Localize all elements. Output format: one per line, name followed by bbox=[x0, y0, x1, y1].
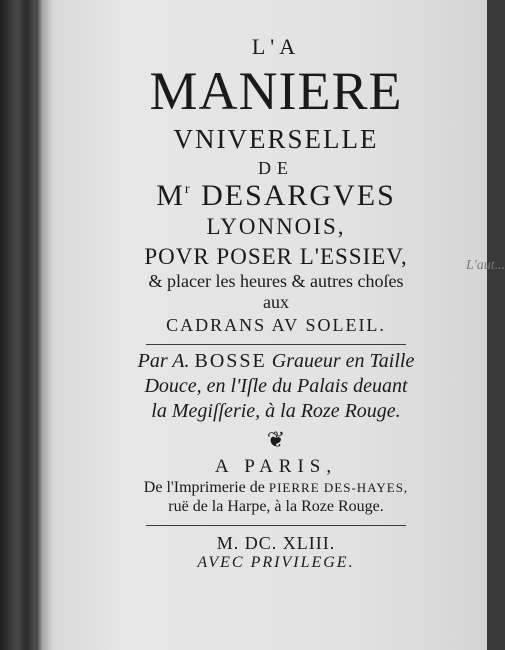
subtitle-pour: POVR POSER L'ESSIEV, bbox=[144, 244, 408, 269]
imprint-printer bbox=[86, 480, 466, 496]
imprint-address: ruë de la Harpe, à la Roze Rouge. bbox=[168, 498, 384, 515]
fleuron-ornament: ❦ bbox=[266, 427, 286, 452]
title-de: DE bbox=[258, 158, 294, 178]
subtitle-placer: & placer les heures & autres choſes bbox=[148, 271, 404, 291]
imprint-city: A PARIS, bbox=[214, 456, 338, 477]
rule-divider bbox=[146, 344, 406, 345]
privilege-line: AVEC PRIVILEGE. bbox=[197, 554, 355, 571]
printer-prefix: De l'Imprimerie de bbox=[143, 479, 269, 496]
engraver-suffix: Graueur en Taille bbox=[266, 350, 415, 372]
author-origin: LYONNOIS, bbox=[206, 214, 346, 239]
author-prefix: M bbox=[156, 179, 185, 212]
title-universelle: VNIVERSELLE bbox=[173, 124, 379, 154]
title-page bbox=[36, 0, 505, 650]
subtitle-aux: aux bbox=[263, 292, 289, 312]
imprint-date: M. DC. XLIII. bbox=[216, 533, 336, 553]
book-spine-edge bbox=[0, 0, 38, 650]
title-block bbox=[86, 30, 466, 571]
rule-divider-bottom bbox=[146, 525, 406, 526]
author-line bbox=[86, 181, 466, 211]
engraver-prefix: Par A. bbox=[137, 350, 195, 372]
author-prefix-sup: r bbox=[184, 182, 192, 197]
title-main: MANIERE bbox=[149, 61, 403, 121]
engraver-name: BOSSE bbox=[194, 350, 267, 372]
engraver-line bbox=[86, 351, 466, 371]
author-name: DESARGVES bbox=[191, 179, 396, 212]
handwritten-margin-note: L'aut... bbox=[466, 258, 505, 273]
title-article: L'A bbox=[251, 34, 301, 59]
printer-name: PIERRE DES-HAYES, bbox=[268, 480, 409, 495]
engraver-address-2: la Megiſſerie, à la Roze Rouge. bbox=[151, 400, 401, 422]
subtitle-cadrans: CADRANS AV SOLEIL. bbox=[166, 315, 386, 335]
engraver-address-1: Douce, en l'Iſle du Palais deuant bbox=[144, 375, 408, 397]
